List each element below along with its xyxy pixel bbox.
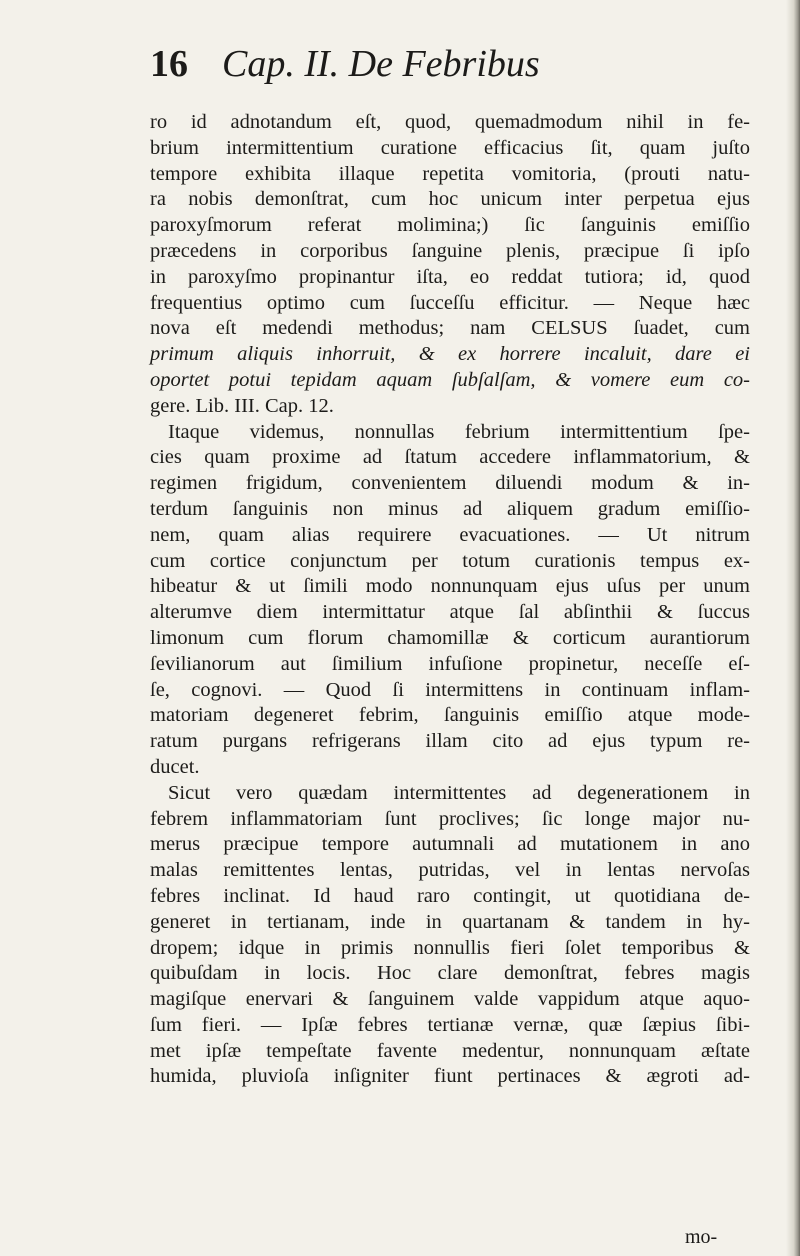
text-line: ducet. [150,755,200,778]
text-line: generet in tertianam, inde in quartanam & tandem in hy- [150,910,750,933]
text-line: nova eſt medendi methodus; nam CELSUS ſuadet, cum [150,317,750,340]
text-line: merus præcipue tempore autumnali ad mutationem in ano [150,833,750,856]
text-line: dropem; idque in primis nonnullis fieri ſolet temporibus & [150,936,750,959]
body-text [150,110,750,1090]
text-line: nem, quam alias requirere evacuationes. — Ut nitrum [150,523,750,546]
text-line: cum cortice conjunctum per totum curationis tempus ex- [150,549,750,572]
text-line: frequentius optimo cum ſucceſſu efficitur. — Neque hæc [150,291,750,314]
paragraph-start-line: Sicut vero quædam intermittentes ad degenerationem in [168,781,750,804]
running-title: Cap. II. De Febribus [222,43,540,85]
text-line: regimen frigidum, convenientem diluendi modum & in- [150,472,750,495]
text-line: ra nobis demonſtrat, cum hoc unicum inter perpetua ejus [150,188,750,211]
text-line: terdum ſanguinis non minus ad aliquem gradum emiſſio- [150,497,750,520]
catchword: mo- [685,1226,718,1248]
text-line: humida, pluvioſa inſigniter fiunt pertinaces & ægroti ad- [150,1065,750,1088]
page-number: 16 [150,43,188,85]
text-line: magiſque enervari & ſanguinem valde vappidum atque aquo- [150,988,750,1011]
text-line: ſum fieri. — Ipſæ febres tertianæ vernæ, quæ ſæpius ſibi- [150,1013,750,1036]
text-line: febrem inflammatoriam ſunt proclives; ſic longe major nu- [150,807,750,830]
text-line: malas remittentes lentas, putridas, vel in lentas nervoſas [150,859,750,882]
text-line: in paroxyſmo propinantur iſta, eo reddat tutiora; id, quod [150,265,750,288]
text-line: præcedens in corporibus ſanguine plenis, præcipue ſi ipſo [150,239,750,262]
text-line: met ipſæ tempeſtate favente medentur, nonnunquam æſtate [150,1039,750,1062]
text-line: alterumve diem intermittatur atque ſal abſinthii & ſuccus [150,601,750,624]
paragraph-start-line: Itaque videmus, nonnullas febrium intermittentium ſpe- [168,420,750,443]
text-line: gere. Lib. III. Cap. 12. [150,394,334,417]
text-line: paroxyſmorum referat molimina;) ſic ſanguinis emiſſio [150,214,750,237]
text-line: ſe, cognovi. — Quod ſi intermittens in continuam inflam- [150,678,750,701]
text-line: tempore exhibita illaque repetita vomitoria, (prouti natu- [150,162,750,185]
text-line: oportet potui tepidam aquam ſubſalſam, & vomere eum co- [150,368,750,391]
text-line: primum aliquis inhorruit, & ex horrere incaluit, dare ei [150,343,750,366]
text-line: quibuſdam in locis. Hoc clare demonſtrat, febres magis [150,962,750,985]
text-line: matoriam degeneret febrim, ſanguinis emiſſio atque mode- [150,704,750,727]
text-line: febres inclinat. Id haud raro contingit, ut quotidiana de- [150,884,750,907]
text-line: limonum cum florum chamomillæ & corticum aurantiorum [150,626,750,649]
text-line: ratum purgans refrigerans illam cito ad ejus typum re- [150,730,750,753]
text-line: cies quam proxime ad ſtatum accedere inflammatorium, & [150,446,750,469]
text-line: brium intermittentium curatione efficacius ſit, quam juſto [150,136,750,159]
page-edge-shadow [786,0,800,1256]
text-line: hibeatur & ut ſimili modo nonnunquam ejus uſus per unum [150,575,750,598]
text-line: ro id adnotandum eſt, quod, quemadmodum nihil in fe- [150,111,750,133]
text-line: ſevilianorum aut ſimilium infuſione propinetur, neceſſe eſ- [150,652,750,675]
